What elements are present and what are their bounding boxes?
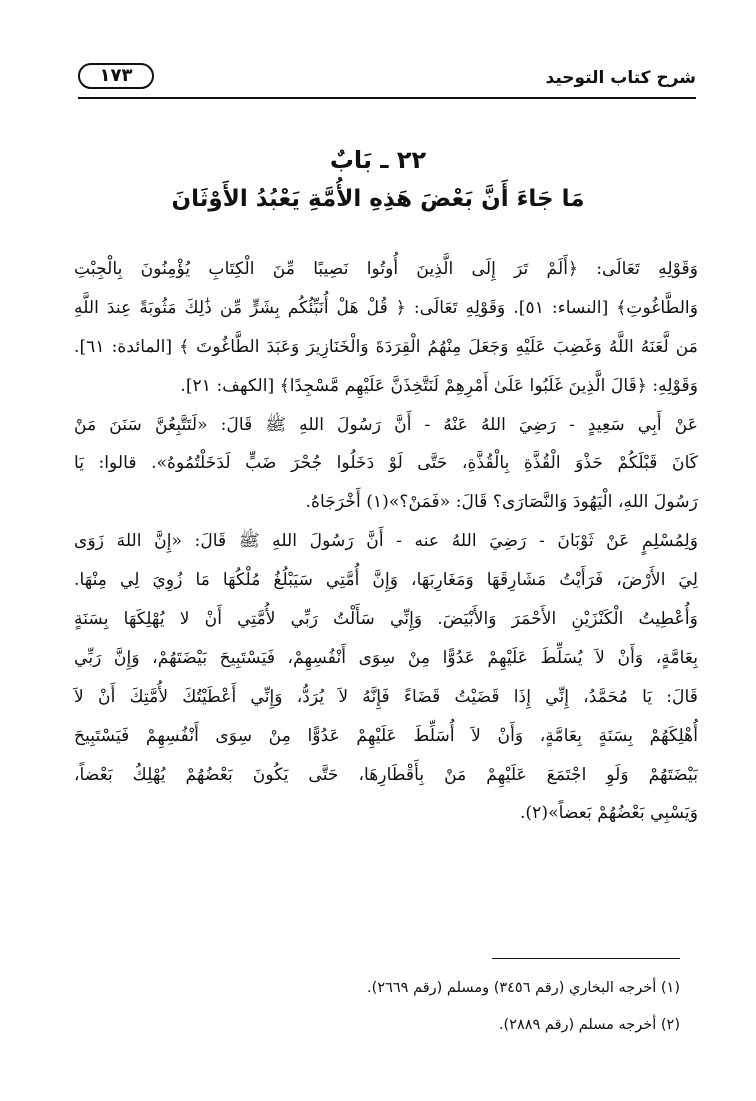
footnotes — [150, 976, 680, 1050]
footnote-divider — [492, 958, 680, 959]
text-line: بِعَامَّةٍ، وَأَنْ لاَ يُسَلِّطَ عَلَيْهِمْ عَدُوًّا مِنْ سِوَى أَنْفُسِهِمْ، فَيَسْتَبِيحَ بَيْضَتَهُمْ، وَإِنَّ رَبِّي — [74, 647, 698, 668]
book-title: شرح كتاب التوحيد — [545, 68, 696, 88]
text-line: وَالطَّاغُوتِ﴾ [النساء: ٥١]. وَقَوْلِهِ تَعَالَى: ﴿ قُلْ هَلْ أُنَبِّئُكُم بِشَرٍّ مِّن ذَٰلِكَ مَثُوبَةً عِندَ اللَّهِ — [74, 297, 699, 318]
main-text — [74, 250, 698, 833]
header-divider — [78, 97, 696, 99]
text-line: كَانَ قَبْلَكُمْ حَذْوَ الْقُذَّةِ بِالْقُذَّةِ، حَتَّى لَوْ دَخَلُوا جُحْرَ ضَبٍّ لَدَخَلْتُمُوهُ». قالوا: يَا — [74, 453, 698, 474]
page-number: ١٧٣ — [78, 63, 154, 89]
text-line: وَيَسْبِي بَعْضُهُمْ بَعضاً»(٢). — [519, 803, 698, 824]
running-header — [78, 62, 696, 98]
text-line: وَلِمُسْلِمٍ عَنْ ثَوْبَانَ - رَضِيَ اللهُ عنه - أَنَّ رَسُولَ اللهِ ﷺ قَالَ: «إِنَّ اللهَ زَوَى — [74, 531, 698, 552]
text-line: عَنْ أَبِي سَعِيدٍ - رَضِيَ اللهُ عَنْهُ - أَنَّ رَسُولَ اللهِ ﷺ قَالَ: «لَتَتَّبِعُنَّ سَنَنَ مَنْ — [74, 414, 698, 435]
text-line: بَيْضَتَهُمْ وَلَوِ اجْتَمَعَ عَلَيْهِمْ مَنْ بِأَقْطَارِهَا، حَتَّى يَكُونَ بَعْضُهُمْ يُهْلِكُ بَعْضاً، — [74, 764, 698, 785]
text-line: رَسُولَ اللهِ، الْيَهُودَ وَالنَّصَارَى؟ قَالَ: «فَمَنْ؟»(١) أَخْرَجَاهُ. — [305, 492, 698, 513]
chapter-number: ٢٢ ـ بَابٌ — [329, 146, 427, 174]
text-line: وَقَوْلِهِ تَعَالَى: ﴿أَلَمْ تَرَ إِلَى الَّذِينَ أُوتُوا نَصِيبًا مِّنَ الْكِتَابِ يُؤْمِنُونَ بِالْجِبْتِ — [74, 259, 698, 279]
text-line: قَالَ: يَا مُحَمَّدُ، إِنِّي إِذَا قَضَيْتُ قَضَاءً فَإِنَّهُ لاَ يُرَدُّ، وَإِنِّي أَعْطَيْتُكَ لأُمَّتِكَ أَنْ لاَ — [74, 686, 698, 707]
text-line: وَأُعْطِيتُ الْكَنْزَيْنِ الأَحْمَرَ وَالأَبْيَضَ. وَإِنِّي سَأَلْتُ رَبِّي لأُمَّتِي أَنْ لا يُهْلِكَهَا بِسَنَةٍ — [74, 609, 698, 630]
text-line: مَن لَّعَنَهُ اللَّهُ وَغَضِبَ عَلَيْهِ وَجَعَلَ مِنْهُمُ الْقِرَدَةَ وَالْخَنَازِيرَ وَعَبَدَ الطَّاغُوتَ ﴾ [المائدة: ٦١]. — [74, 336, 698, 357]
text-line: أُهْلِكَهُمْ بِسَنَةٍ بِعَامَّةٍ، وَأَنْ لاَ أُسَلِّطَ عَلَيْهِمْ عَدُوًّا مِنْ سِوَى أَنْفُسِهِمْ فَيَسْتَبِيحَ — [74, 725, 698, 746]
chapter-title: مَا جَاءَ أَنَّ بَعْضَ هَذِهِ الأُمَّةِ يَعْبُدُ الأَوْثَانَ — [171, 186, 585, 212]
text-line: وَقَوْلِهِ: ﴿قَالَ الَّذِينَ غَلَبُوا عَلَىٰ أَمْرِهِمْ لَنَتَّخِذَنَّ عَلَيْهِم مَّسْجِدًا﴾ [الكهف: ٢١]. — [180, 375, 698, 396]
footnote: (٢) أخرجه مسلم (رقم ٢٨٨٩). — [498, 1017, 680, 1033]
text-line: لِيَ الأَرْضَ، فَرَأَيْتُ مَشَارِقَهَا وَمَغَارِبَهَا، وَإِنَّ أُمَّتِي سَيَبْلُغُ مُلْكُهَا مَا زُوِيَ لِي مِنْهَا. — [74, 570, 698, 591]
footnote: (١) أخرجه البخاري (رقم ٣٤٥٦) ومسلم (رقم ٢٦٦٩). — [367, 980, 680, 996]
